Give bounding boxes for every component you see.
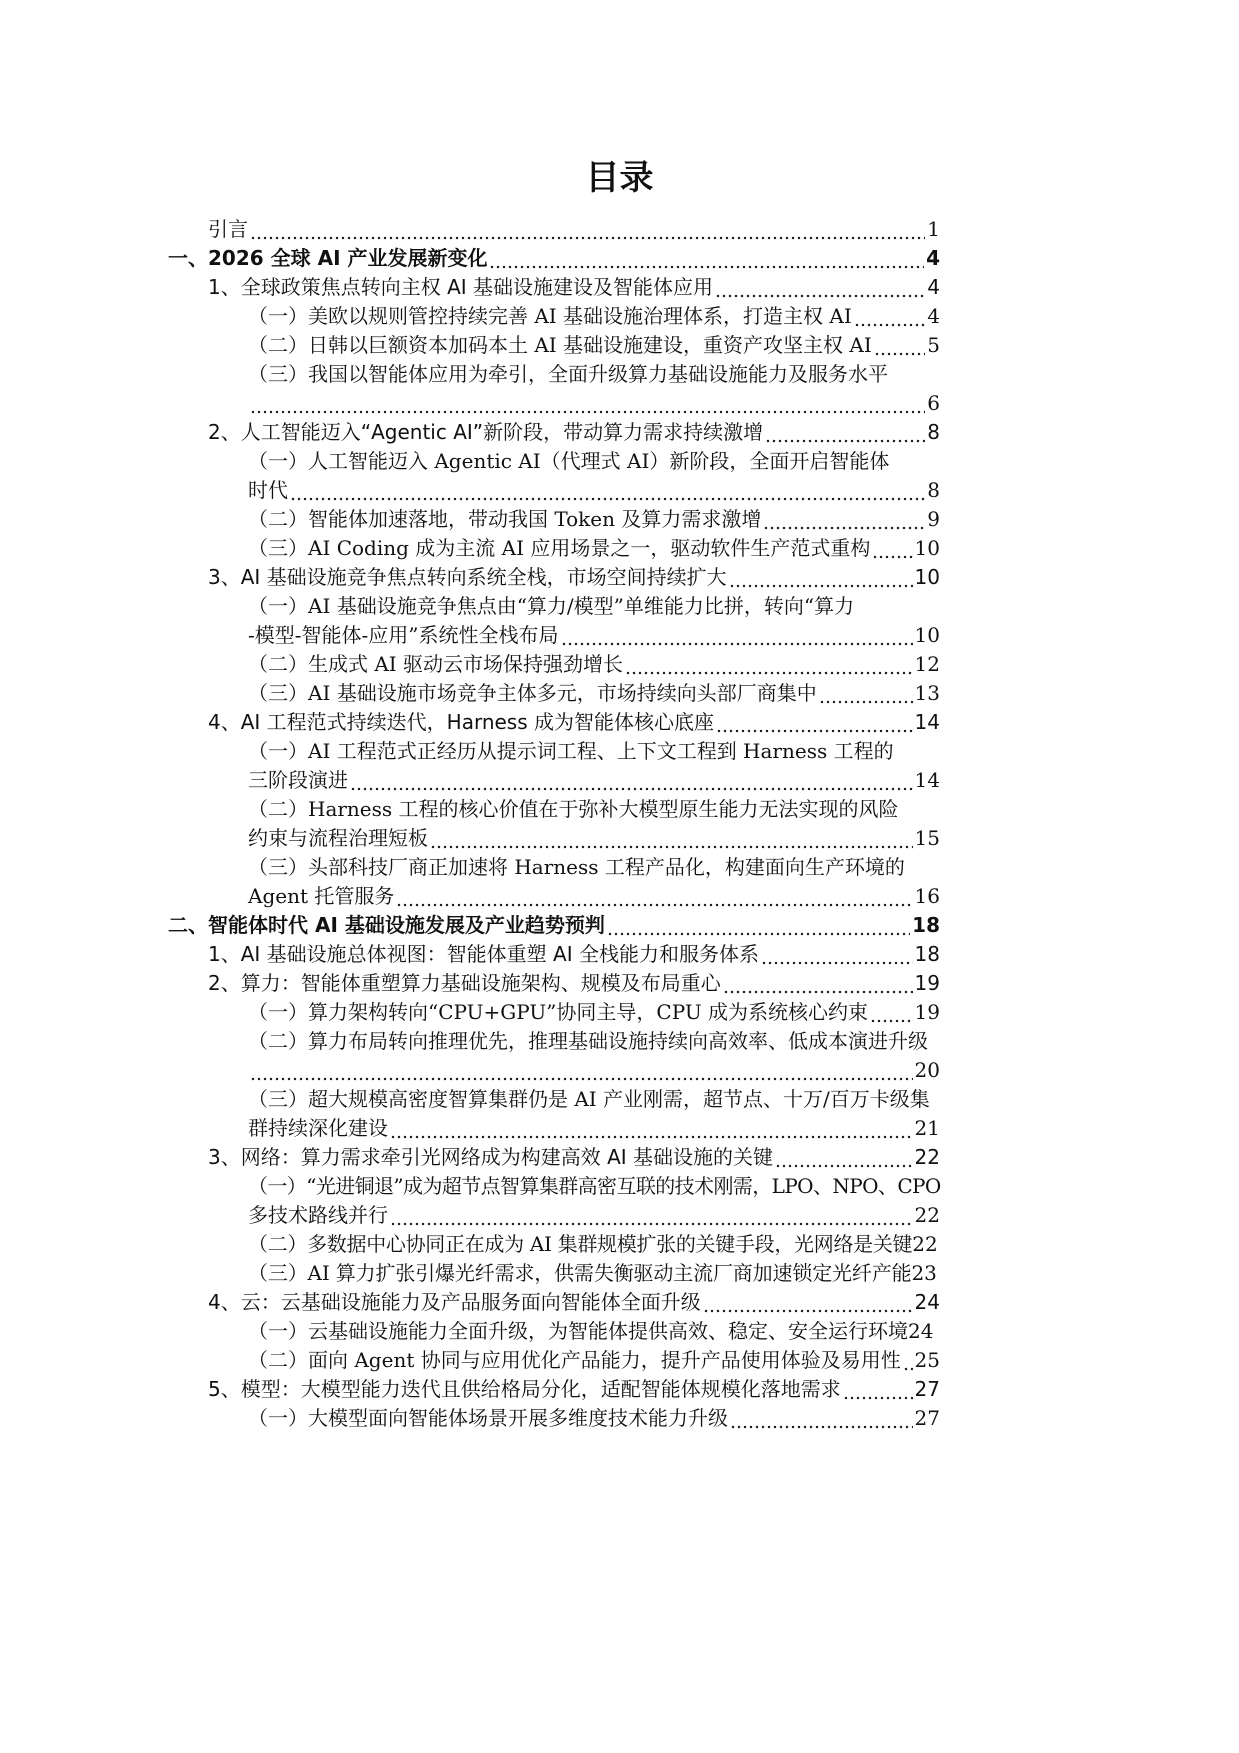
toc-entry-text: （二）智能体加速落地，带动我国 Token 及算力需求激增	[248, 507, 762, 531]
toc-entry-text: （三）AI Coding 成为主流 AI 应用场景之一，驱动软件生产范式重构	[248, 536, 871, 560]
toc-entry-text[interactable]: （一）“光进铜退”成为超节点智算集群高密互联的技术刚需，LPO、NPO、CPO	[248, 1174, 941, 1198]
toc-entry-text: （三）AI 基础设施市场竞争主体多元，市场持续向头部厂商集中	[248, 681, 817, 705]
toc-entry-text: （一）美欧以规则管控持续完善 AI 基础设施治理体系，打造主权 AI	[248, 304, 852, 328]
toc-entry-subsection[interactable]	[248, 1347, 940, 1373]
toc-page-number: 19	[914, 1000, 940, 1024]
leader-dots	[854, 303, 926, 329]
toc-page-number: 24	[908, 1319, 934, 1343]
leader-dots	[703, 1289, 913, 1315]
toc-entry-text: （二）面向 Agent 协同与应用优化产品能力，提升产品使用体验及易用性	[248, 1348, 901, 1372]
toc-entry-subsection-cont[interactable]	[248, 477, 940, 503]
toc-entry-text: 4、AI 工程范式持续迭代，Harness 成为智能体核心底座	[208, 710, 715, 734]
toc-entry-section[interactable]	[208, 1144, 940, 1170]
leader-dots	[290, 477, 925, 503]
toc-entry-text[interactable]: （二）算力布局转向推理优先，推理基础设施持续向高效率、低成本演进升级	[248, 1029, 928, 1053]
toc-entry-text: （一）大模型面向智能体场景开展多维度技术能力升级	[248, 1406, 728, 1430]
toc-page-number: 10	[914, 536, 940, 560]
toc-entry-subsection-cont[interactable]	[248, 1057, 940, 1083]
toc-entry-text: （一）云基础设施能力全面升级，为智能体提供高效、稳定、安全运行环境	[248, 1319, 908, 1343]
toc-entry-text: 2、人工智能迈入“Agentic AI”新阶段，带动算力需求持续激增	[208, 420, 764, 444]
toc-entry-subsection-cont[interactable]	[248, 1202, 940, 1228]
toc-entry-subsection[interactable]	[248, 1231, 940, 1257]
toc-entry-subsection[interactable]	[248, 680, 940, 706]
toc-entry-subsection[interactable]	[248, 303, 940, 329]
toc-page-number: 18	[914, 942, 940, 966]
toc-entry-subsection[interactable]	[248, 1260, 940, 1286]
leader-dots	[870, 999, 913, 1025]
toc-entry-subsection[interactable]	[248, 332, 940, 358]
toc-entry-text: 1、AI 基础设施总体视图：智能体重塑 AI 全栈能力和服务体系	[208, 942, 759, 966]
toc-entry-text-cont: 多技术路线并行	[248, 1203, 388, 1227]
toc-entry-text: （二）日韩以巨额资本加码本土 AI 基础设施建设，重资产攻坚主权 AI	[248, 333, 872, 357]
leader-dots	[765, 419, 925, 445]
toc-entry-section[interactable]	[208, 941, 940, 967]
toc-entry-text-cont: 约束与流程治理短板	[248, 826, 428, 850]
toc-entry-section[interactable]	[208, 1289, 940, 1315]
toc-entry-section[interactable]	[208, 274, 940, 300]
toc-page-number: 22	[914, 1145, 940, 1169]
toc-entry-text: 3、AI 基础设施竞争焦点转向系统全栈，市场空间持续扩大	[208, 565, 727, 589]
leader-dots	[390, 1202, 913, 1228]
leader-dots	[872, 535, 912, 561]
leader-dots	[715, 274, 925, 300]
leader-dots	[350, 767, 913, 793]
toc-page-number: 8	[927, 420, 940, 444]
toc-entry-section[interactable]	[208, 709, 940, 735]
toc-entry-text: 1、全球政策焦点转向主权 AI 基础设施建设及智能体应用	[208, 275, 714, 299]
toc-page-number: 14	[914, 710, 940, 734]
toc-entry-text[interactable]: （一）AI 基础设施竞争焦点由“算力/模型”单维能力比拼，转向“算力	[248, 594, 855, 618]
toc-page-number: 10	[914, 565, 940, 589]
toc-page-number: 4	[927, 275, 940, 299]
toc-entry-text: 4、云：云基础设施能力及产品服务面向智能体全面升级	[208, 1290, 701, 1314]
toc-page-number: 5	[927, 333, 940, 357]
toc-entry-section[interactable]	[208, 970, 940, 996]
toc-entry-text: 引言	[208, 217, 248, 241]
toc-entry-subsection[interactable]	[248, 506, 940, 532]
toc-entry-subsection-cont[interactable]	[248, 390, 940, 416]
leader-dots	[761, 941, 913, 967]
leader-dots	[390, 1115, 913, 1141]
leader-dots	[396, 883, 912, 909]
toc-page-number: 13	[914, 681, 940, 705]
toc-page-number: 24	[914, 1290, 940, 1314]
toc-page-number: 9	[927, 507, 940, 531]
leader-dots	[819, 680, 913, 706]
toc-page-number: 27	[914, 1406, 940, 1430]
toc-entry-subsection-cont[interactable]	[248, 767, 940, 793]
leader-dots	[843, 1376, 913, 1402]
leader-dots	[625, 651, 912, 677]
toc-page-number: 25	[914, 1348, 940, 1372]
toc-page-number: 4	[927, 304, 940, 328]
toc-title: 目录	[585, 158, 654, 198]
toc-entry-text[interactable]: （三）超大规模高密度智算集群仍是 AI 产业刚需，超节点、十万/百万卡级集	[248, 1087, 930, 1111]
toc-entry-text: 二、智能体时代 AI 基础设施发展及产业趋势预判	[168, 913, 605, 937]
toc-page-number: 19	[914, 971, 940, 995]
toc-entry-section[interactable]	[208, 419, 940, 445]
toc-page-number: 22	[914, 1203, 940, 1227]
toc-entry-subsection[interactable]	[248, 1405, 940, 1431]
leader-dots	[250, 1057, 913, 1083]
toc-entry-text[interactable]: （三）头部科技厂商正加速将 Harness 工程产品化，构建面向生产环境的	[248, 855, 905, 879]
toc-entry-text[interactable]: （一）人工智能迈入 Agentic AI（代理式 AI）新阶段，全面开启智能体	[248, 449, 890, 473]
leader-dots	[763, 506, 925, 532]
toc-page-number: 15	[914, 826, 940, 850]
toc-entry-text-cont: -模型-智能体-应用”系统性全栈布局	[248, 623, 559, 647]
toc-entry-text: （三）AI 算力扩张引爆光纤需求，供需失衡驱动主流厂商加速锁定光纤产能	[248, 1261, 912, 1285]
toc-entry-chapter-2[interactable]	[168, 912, 940, 938]
toc-page-number: 1	[927, 217, 940, 241]
leader-dots	[561, 622, 913, 648]
leader-dots	[607, 912, 910, 938]
toc-page-number: 8	[927, 478, 940, 502]
leader-dots	[874, 332, 926, 358]
toc-entry-intro[interactable]	[208, 216, 940, 242]
toc-entry-subsection-cont[interactable]	[248, 622, 940, 648]
toc-entry-text-cont: 群持续深化建设	[248, 1116, 388, 1140]
leader-dots	[729, 564, 913, 590]
toc-entry-text: （一）算力架构转向“CPU+GPU”协同主导，CPU 成为系统核心约束	[248, 1000, 869, 1024]
toc-entry-text: 2、算力：智能体重塑算力基础设施架构、规模及布局重心	[208, 971, 721, 995]
toc-entry-text: 5、模型：大模型能力迭代且供给格局分化，适配智能体规模化落地需求	[208, 1377, 841, 1401]
toc-page-number: 20	[914, 1058, 940, 1082]
toc-entry-subsection[interactable]	[248, 651, 940, 677]
toc-entry-subsection-cont[interactable]	[248, 825, 940, 851]
toc-entry-subsection-cont[interactable]	[248, 1115, 940, 1141]
toc-page-number: 16	[914, 884, 940, 908]
toc-entry-text[interactable]: （三）我国以智能体应用为牵引，全面升级算力基础设施能力及服务水平	[248, 362, 888, 386]
toc-entry-text[interactable]: （二）Harness 工程的核心价值在于弥补大模型原生能力无法实现的风险	[248, 797, 899, 821]
toc-page-number: 23	[911, 1261, 937, 1285]
toc-entry-text: （二）多数据中心协同正在成为 AI 集群规模扩张的关键手段，光网络是关键	[248, 1232, 913, 1256]
toc-entry-text: 3、网络：算力需求牵引光网络成为构建高效 AI 基础设施的关键	[208, 1145, 774, 1169]
toc-page-number: 27	[914, 1377, 940, 1401]
leader-dots	[775, 1144, 913, 1170]
toc-entry-section[interactable]	[208, 1376, 940, 1402]
toc-page-number: 18	[912, 913, 940, 937]
toc-entry-subsection-cont[interactable]	[248, 883, 940, 909]
toc-entry-chapter-1[interactable]	[168, 245, 940, 271]
toc-entry-text-cont: 时代	[248, 478, 288, 502]
toc-entry-subsection[interactable]	[248, 1318, 940, 1344]
leader-dots	[903, 1347, 913, 1373]
toc-entry-text-cont: 三阶段演进	[248, 768, 348, 792]
toc-page-number: 22	[912, 1232, 938, 1256]
toc-page-number: 14	[914, 768, 940, 792]
toc-entry-text-cont: Agent 托管服务	[248, 884, 395, 908]
leader-dots	[250, 216, 925, 242]
leader-dots	[730, 1405, 913, 1431]
toc-entry-text: 一、2026 全球 AI 产业发展新变化	[168, 246, 488, 270]
leader-dots	[430, 825, 913, 851]
toc-entry-section[interactable]	[208, 564, 940, 590]
toc-page-number: 6	[927, 391, 940, 415]
toc-page-number: 10	[914, 623, 940, 647]
toc-page-number: 21	[914, 1116, 940, 1140]
toc-entry-subsection[interactable]	[248, 999, 940, 1025]
toc-entry-subsection[interactable]	[248, 535, 940, 561]
toc-page-number: 4	[926, 246, 940, 270]
leader-dots	[250, 390, 925, 416]
leader-dots	[489, 245, 924, 271]
toc-page-number: 12	[914, 652, 940, 676]
leader-dots	[723, 970, 913, 996]
leader-dots	[716, 709, 913, 735]
toc-entry-text[interactable]: （一）AI 工程范式正经历从提示词工程、上下文工程到 Harness 工程的	[248, 739, 894, 763]
toc-entry-text: （二）生成式 AI 驱动云市场保持强劲增长	[248, 652, 624, 676]
